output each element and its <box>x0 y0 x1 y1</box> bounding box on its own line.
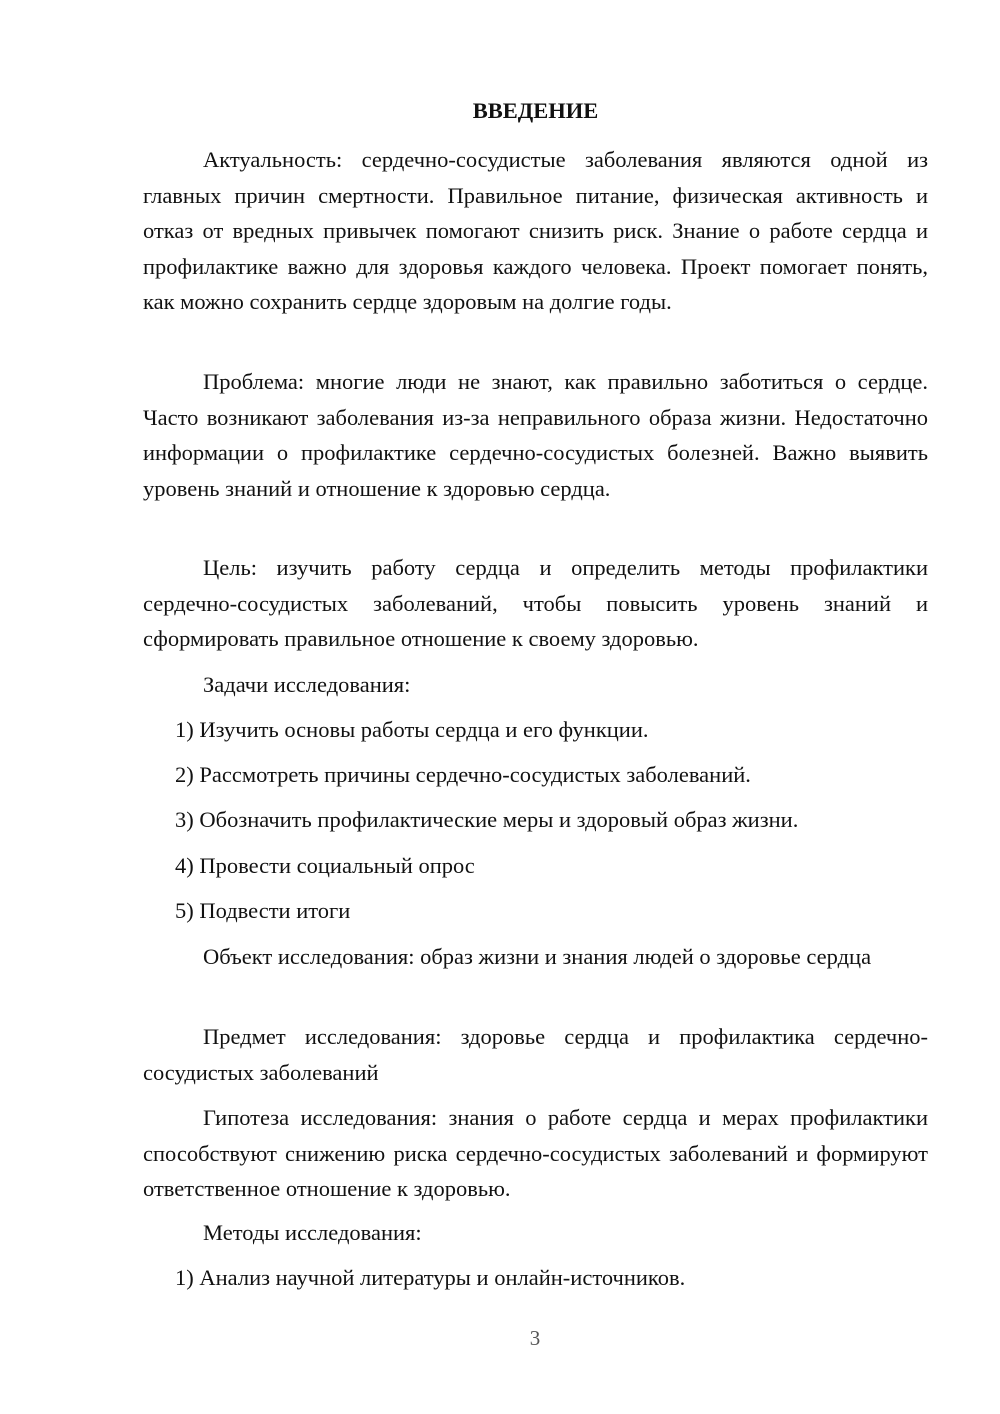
goal-paragraph: Цель: изучить работу сердца и определить методы профилактики сердечно-сосудистых заболеваний, чтобы повысить уровень знаний и сформировать правильное отношение к своему здоровью. <box>143 555 928 651</box>
page-title: ВВЕДЕНИЕ <box>472 98 599 123</box>
task-item: 4) Провести социальный опрос <box>175 853 475 878</box>
methods-heading: Методы исследования: <box>203 1220 422 1245</box>
task-item: 2) Рассмотреть причины сердечно-сосудистых заболеваний. <box>175 762 751 787</box>
subject-paragraph: Предмет исследования: здоровье сердца и профилактика сердечно-сосудистых заболеваний <box>143 1024 928 1085</box>
problem-paragraph: Проблема: многие люди не знают, как правильно заботиться о сердце. Часто возникают заболевания из-за неправильного образа жизни. Недостаточно информации о профилактике сердечно-сосудистых болезней. Важно выявить уровень знаний и отношение к здоровью сердца. <box>143 369 928 501</box>
tasks-heading: Задачи исследования: <box>203 672 411 697</box>
hypothesis-paragraph: Гипотеза исследования: знания о работе сердца и мерах профилактики способствуют снижению риска сердечно-сосудистых заболеваний и формируют ответственное отношение к здоровью. <box>143 1105 928 1201</box>
relevance-paragraph: Актуальность: сердечно-сосудистые заболевания являются одной из главных причин смертности. Правильное питание, физическая активность и отказ от вредных привычек помогают снизить риск. Знание о работе сердца и профилактике важно для здоровья каждого человека. Проект помогает понять, как можно сохранить сердце здоровым на долгие годы. <box>143 147 928 314</box>
object-paragraph: Объект исследования: образ жизни и знания людей о здоровье сердца <box>203 944 872 969</box>
task-item: 3) Обозначить профилактические меры и здоровый образ жизни. <box>175 807 799 832</box>
task-item: 1) Изучить основы работы сердца и его функции. <box>175 717 649 742</box>
method-item: 1) Анализ научной литературы и онлайн-источников. <box>175 1265 686 1290</box>
page-number: 3 <box>529 1326 541 1350</box>
task-item: 5) Подвести итоги <box>175 898 351 923</box>
